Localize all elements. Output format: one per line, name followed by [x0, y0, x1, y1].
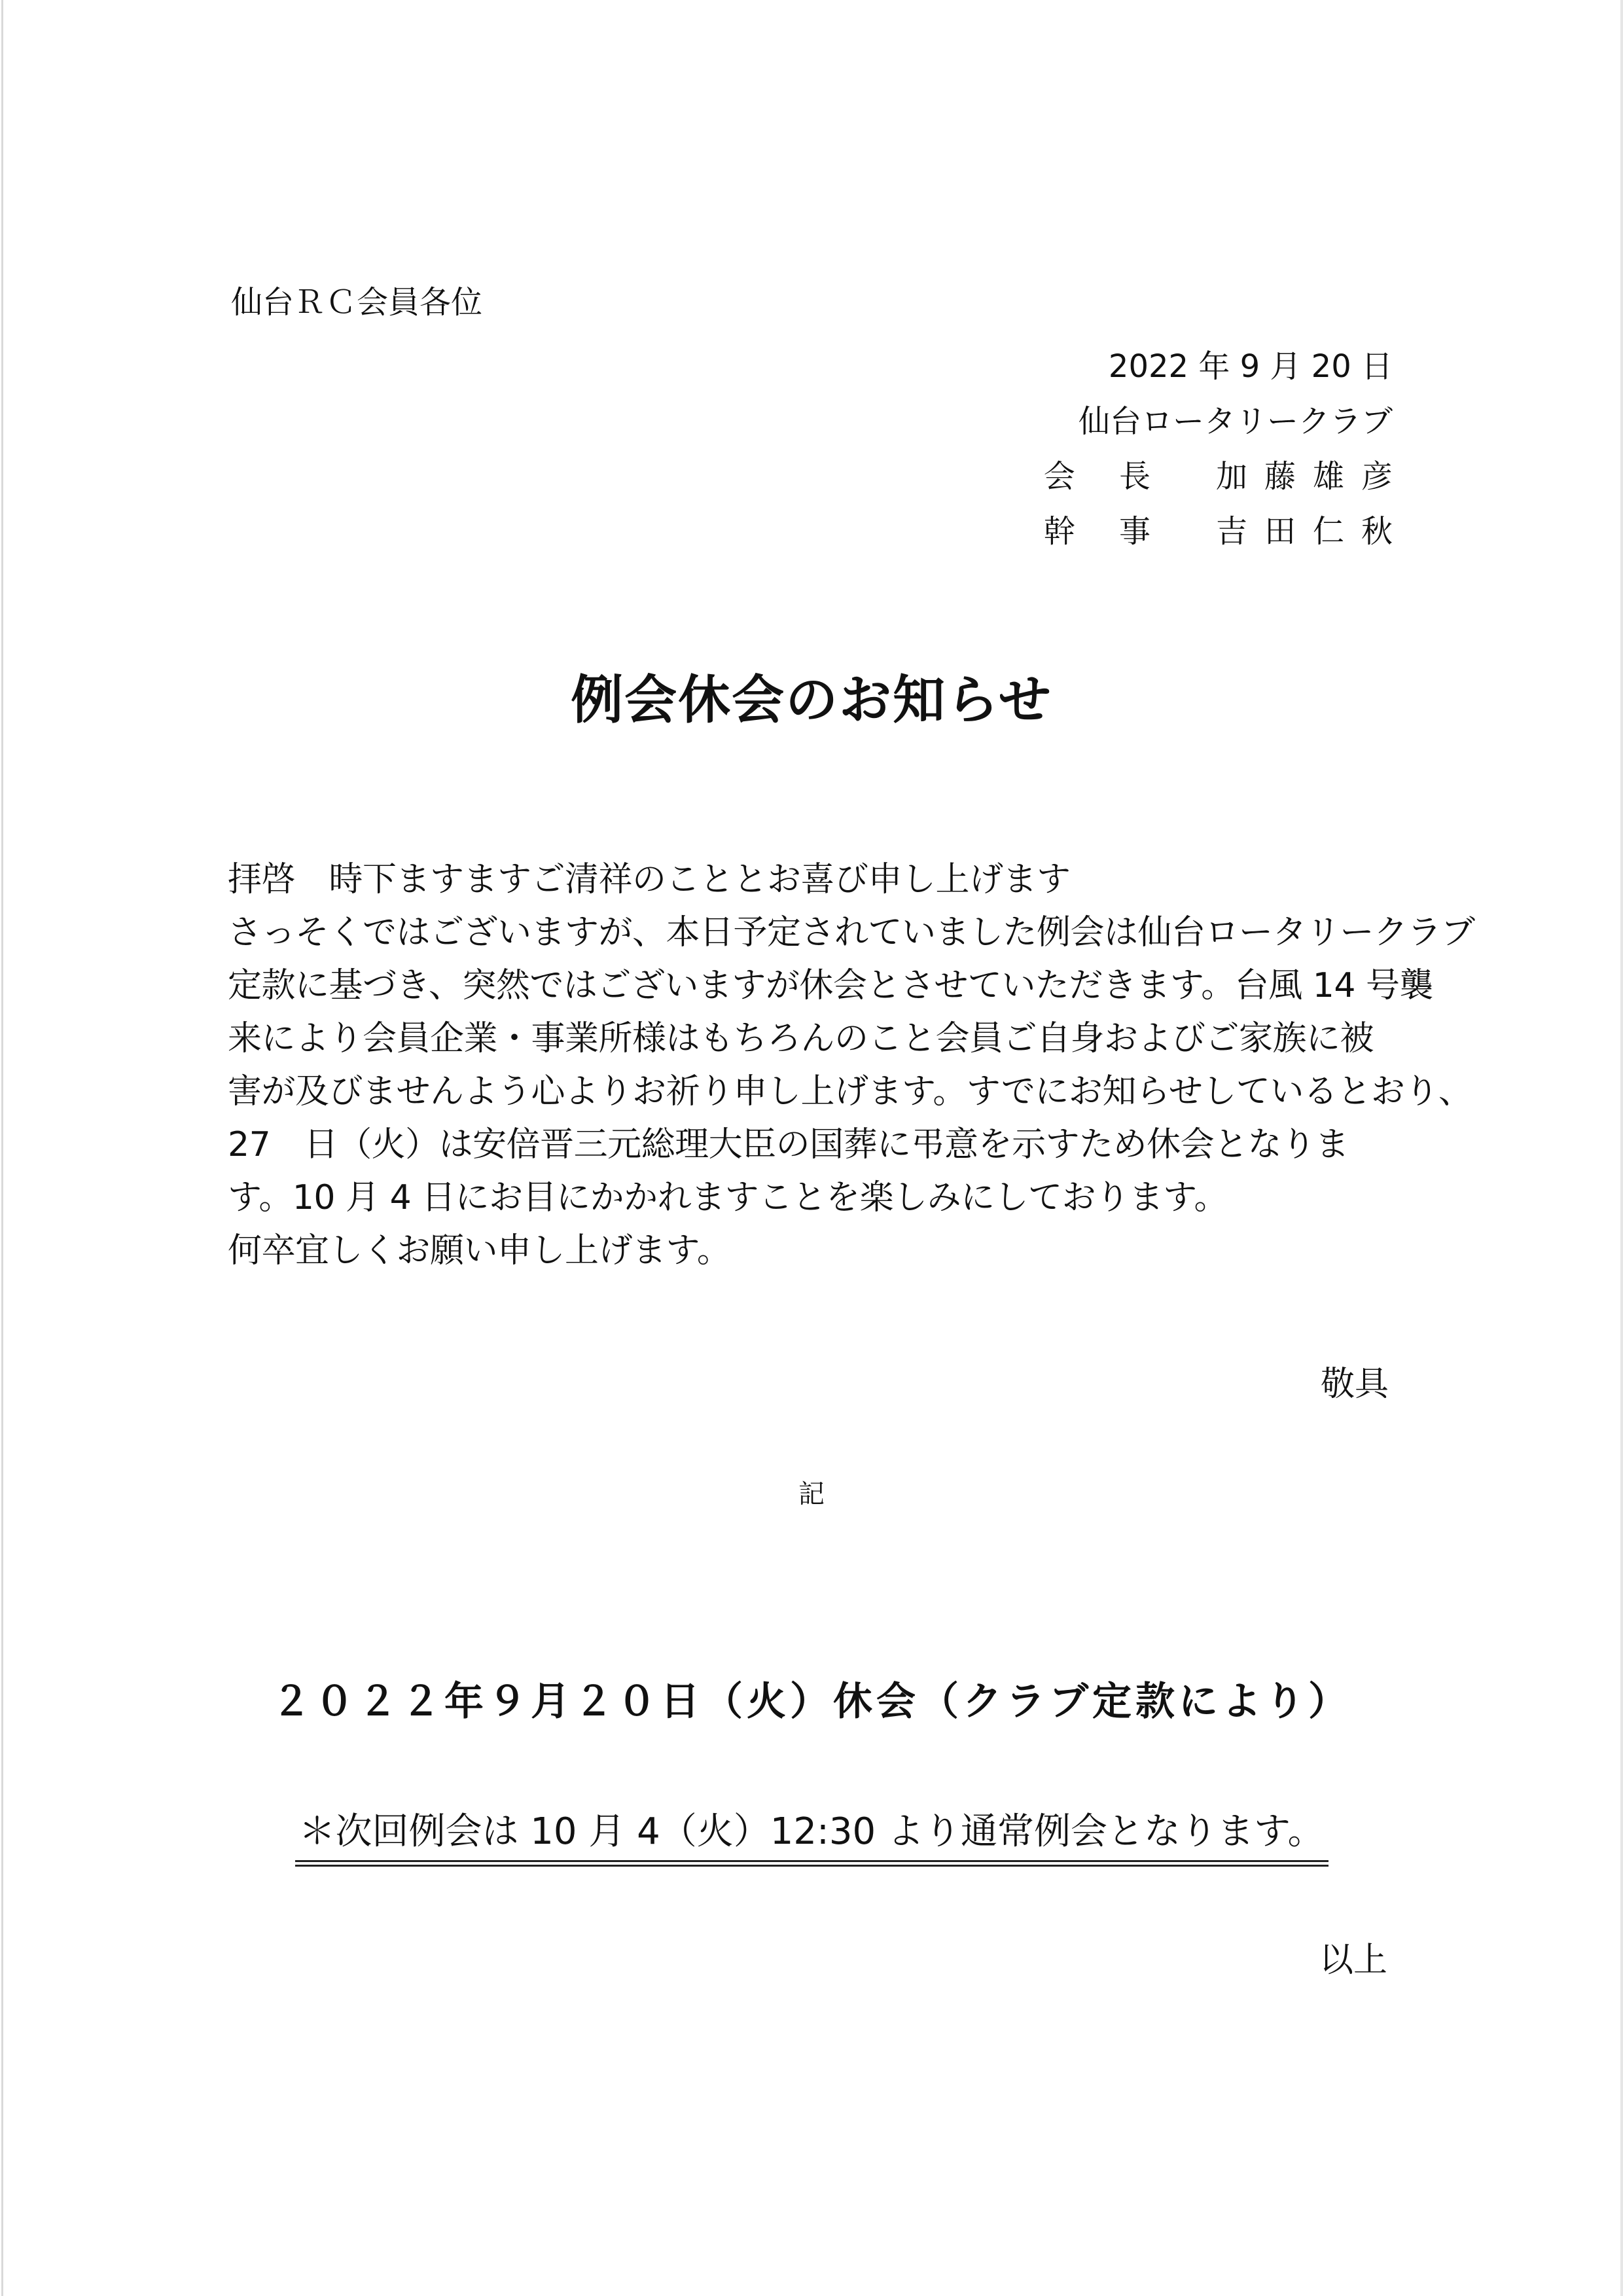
ki-mark: 記	[798, 1479, 825, 1509]
recipient-line: 仙台ＲＣ会員各位	[231, 284, 483, 321]
letter-body	[228, 853, 1475, 1278]
body-line: 27 日（火）は安倍晋三元総理大臣の国葬に弔意を示すため休会となりま	[228, 1125, 1349, 1164]
body-line: 来により会員企業・事業所様はもちろんのこと会員ご自身およびご家族に被	[228, 1019, 1374, 1058]
secretary-line: 幹 事 吉田仁秋	[1043, 513, 1410, 550]
scan-edge-left	[1, 0, 3, 2296]
sender-block	[1043, 339, 1410, 559]
body-line: 定款に基づき、突然ではございますが休会とさせていただきます。台風 14 号襲	[228, 966, 1433, 1005]
organization-name: 仙台ロータリークラブ	[1078, 403, 1393, 440]
next-meeting-text: ＊次回例会は 10 月 4（火）12:30 より通常例会となります。	[295, 1806, 1329, 1867]
president-line: 会 長 加藤雄彦	[1043, 458, 1410, 495]
closing-word: 敬具	[1320, 1365, 1389, 1404]
body-line: 害が及びませんよう心よりお祈り申し上げます。すでにお知らせしているとおり、	[228, 1072, 1472, 1111]
body-line: す。10 月 4 日にお目にかかれますことを楽しみにしております。	[228, 1178, 1228, 1217]
document-title: 例会休会のお知らせ	[571, 670, 1052, 730]
end-mark: 以上	[1319, 1941, 1387, 1980]
next-meeting-note	[0, 1806, 1623, 1867]
body-line: 何卒宜しくお願い申し上げます。	[228, 1231, 731, 1270]
scan-edge-right	[1620, 0, 1623, 2296]
body-line: さっそくではございますが、本日予定されていました例会は仙台ロータリークラブ	[228, 913, 1475, 952]
date-line: 2022 年 9 月 20 日	[1108, 348, 1393, 385]
body-line: 拝啓 時下ますますご清祥のこととお喜び申し上げます	[228, 860, 1071, 899]
closure-headline: ２０２２年９月２０日（火）休会（クラブ定款により）	[272, 1679, 1351, 1725]
